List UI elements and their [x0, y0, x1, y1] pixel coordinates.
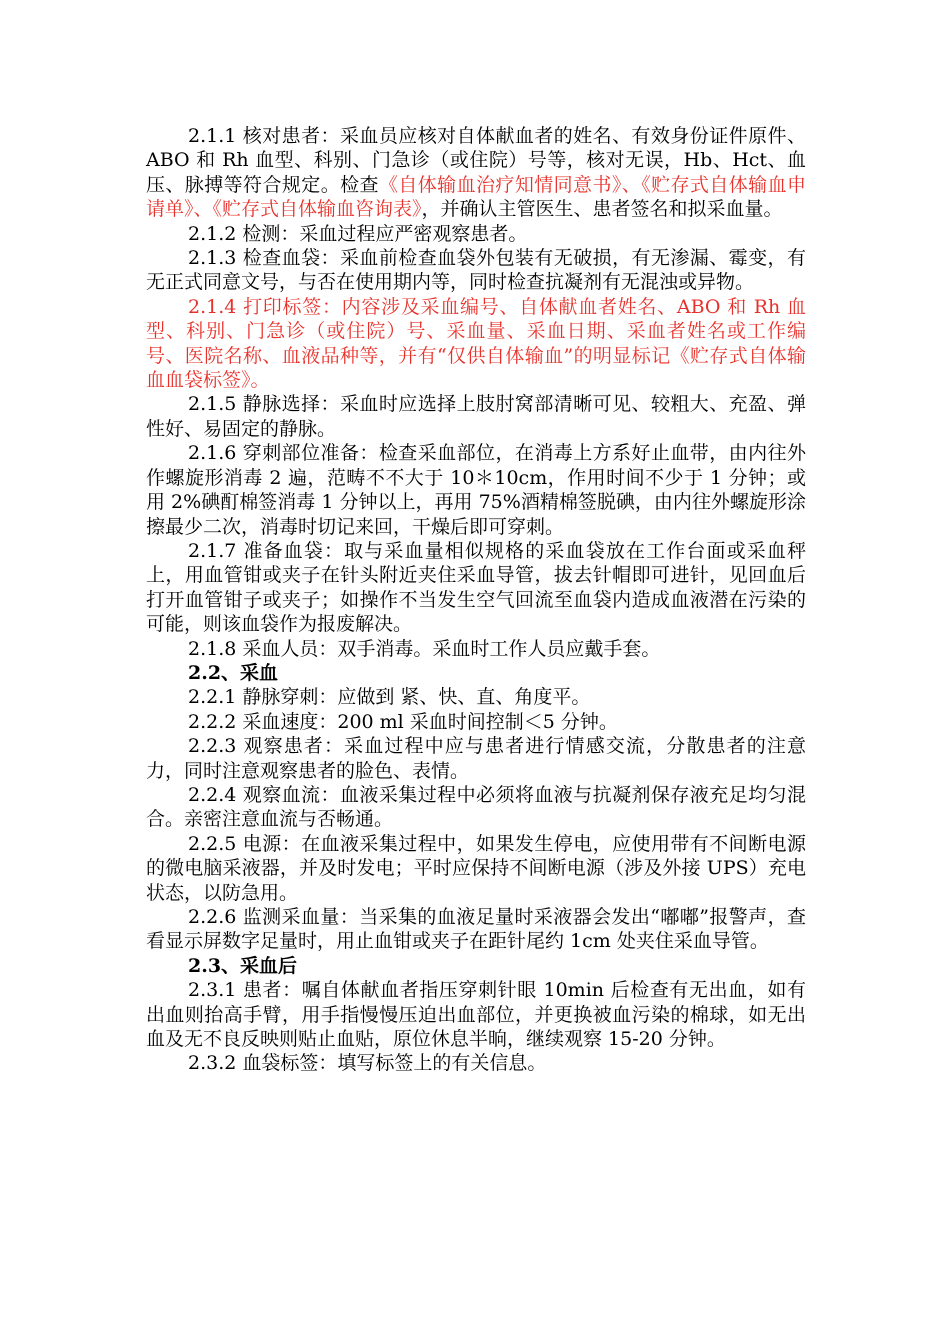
- section-number: 2.1.5: [188, 393, 237, 416]
- section-2-1-3: [146, 246, 806, 295]
- section-2-2-4: [146, 783, 806, 832]
- section-text: 监测采血量：当采集的血液足量时采液器会发出“嘟嘟”报警声，查看显示屏数字足量时，用止血钳或夹子在距针尾约 1cm 处夹住采血导管。: [146, 906, 806, 953]
- document-body: [146, 124, 806, 1076]
- section-2-1-6: [146, 441, 806, 539]
- section-number: 2.1.2: [188, 222, 237, 245]
- section-text: 电源：在血液采集过程中，如果发生停电，应使用带有不间断电源的微电脑采液器，并及时发电；平时应保持不间断电源（涉及外接 UPS）充电状态，以防急用。: [146, 832, 806, 904]
- section-text: 观察患者：采血过程中应与患者进行情感交流，分散患者的注意力，同时注意观察患者的脸色、表情。: [146, 735, 806, 782]
- section-text: 检测：采血过程应严密观察患者。: [242, 222, 528, 245]
- section-text: 观察血流：血液采集过程中必须将血液与抗凝剂保存液充足均匀混合。亲密注意血流与否畅通。: [146, 783, 806, 831]
- heading-2-2: 2.2、采血: [188, 661, 279, 684]
- section-number: 2.1.8: [188, 637, 237, 660]
- section-text: 静脉穿刺：应做到 紧、快、直、角度平。: [242, 686, 591, 709]
- section-2-2-3: [146, 734, 806, 783]
- section-text: 患者：嘱自体献血者指压穿刺针眼 10min 后检查有无出血，如有出血则抬高手臂，用手指慢慢压迫出血部位，并更换被血污染的棉球，如无出血及无不良反映则贴止血贴，原位休息半晌，继续观察 15-20 分钟。: [146, 979, 806, 1051]
- section-2-1-7: [146, 539, 806, 637]
- section-number: 2.2.5: [188, 832, 237, 855]
- section-2-1-2: [146, 222, 806, 246]
- section-2-1-5: [146, 392, 806, 441]
- section-number: 2.2.4: [188, 783, 237, 806]
- section-text: 检查血袋：采血前检查血袋外包装有无破损，有无渗漏、霉变，有无正式同意文号，与否在使用期内等，同时检查抗凝剂有无混浊或异物。: [146, 247, 806, 294]
- section-text: 采血速度：200 ml 采血时间控制＜5 分钟。: [242, 710, 618, 733]
- section-text: 血袋标签：填写标签上的有关信息。: [242, 1052, 547, 1075]
- section-2-1-4: [146, 295, 806, 393]
- section-text: 静脉选择：采血时应选择上肢肘窝部清晰可见、较粗大、充盈、弹性好、易固定的静脉。: [146, 393, 806, 440]
- section-number: 2.1.4: [188, 295, 237, 318]
- section-2-3-1: [146, 978, 806, 1051]
- section-text: 采血人员：双手消毒。采血时工作人员应戴手套。: [242, 637, 661, 660]
- section-number: 2.3.2: [188, 1052, 237, 1075]
- section-number: 2.1.3: [188, 247, 237, 270]
- section-2-1-1: [146, 124, 806, 222]
- section-number: 2.2.3: [188, 735, 237, 758]
- section-number: 2.1.7: [188, 539, 237, 562]
- section-2-1-8: [146, 637, 806, 661]
- section-text: 穿刺部位准备：检查采血部位，在消毒上方系好止血带，由内往外作螺旋形消毒 2 遍，范畴不不大于 10＊10cm，作用时间不少于 1 分钟；或用 2%碘酊棉签消毒 1 分钟以上，再用 75%酒精棉签脱碘，由内往外螺旋形涂擦最少二次，消毒时切记来回，干燥后即可穿刺。: [146, 442, 806, 538]
- section-number: 2.2.6: [188, 906, 237, 928]
- section-text: 打印标签：内容涉及采血编号、自体献血者姓名、ABO 和 Rh 血型、科别、门急诊（或住院）号、采血量、采血日期、采血者姓名或工作编号、医院名称、血液品种等，并有“仅供自体输血”的明显标记《贮存式自体输血血袋标签》。: [146, 295, 806, 392]
- heading-2-3: 2.3、采血后: [188, 954, 298, 977]
- section-number: 2.1.1: [188, 125, 237, 147]
- section-2-2-5: [146, 832, 806, 905]
- section-number: 2.2.2: [188, 710, 237, 733]
- section-text: 准备血袋：取与采血量相似规格的采血袋放在工作台面或采血秤上，用血管钳或夹子在针头附近夹住采血导管，拔去针帽即可进针，见回血后打开血管钳子或夹子；如操作不当发生空气回流至血袋内造成血液潜在污染的可能，则该血袋作为报废解决。: [146, 539, 806, 636]
- section-2-2-2: [146, 710, 806, 734]
- highlighted-forms: 《自体输血治疗知情同意书》、《贮存式自体输血申请单》、《贮存式自体输血咨询表》: [146, 173, 806, 221]
- section-text: 核对患者：采血员应核对自体献血者的姓名、有效身份证件原件、ABO 和 Rh 血型、科别、门急诊（或住院）号等，核对无误，Hb、Hct、血压、脉搏等符合规定。检查: [146, 125, 806, 196]
- section-2-2-1: [146, 685, 806, 709]
- section-2-2-6: [146, 905, 806, 954]
- section-text-continued: ，并确认主管医生、患者签名和拟采血量。: [421, 198, 783, 221]
- section-number: 2.2.1: [188, 686, 237, 709]
- section-number: 2.1.6: [188, 442, 237, 465]
- section-2-3-2: [146, 1051, 806, 1075]
- section-number: 2.3.1: [188, 979, 237, 1002]
